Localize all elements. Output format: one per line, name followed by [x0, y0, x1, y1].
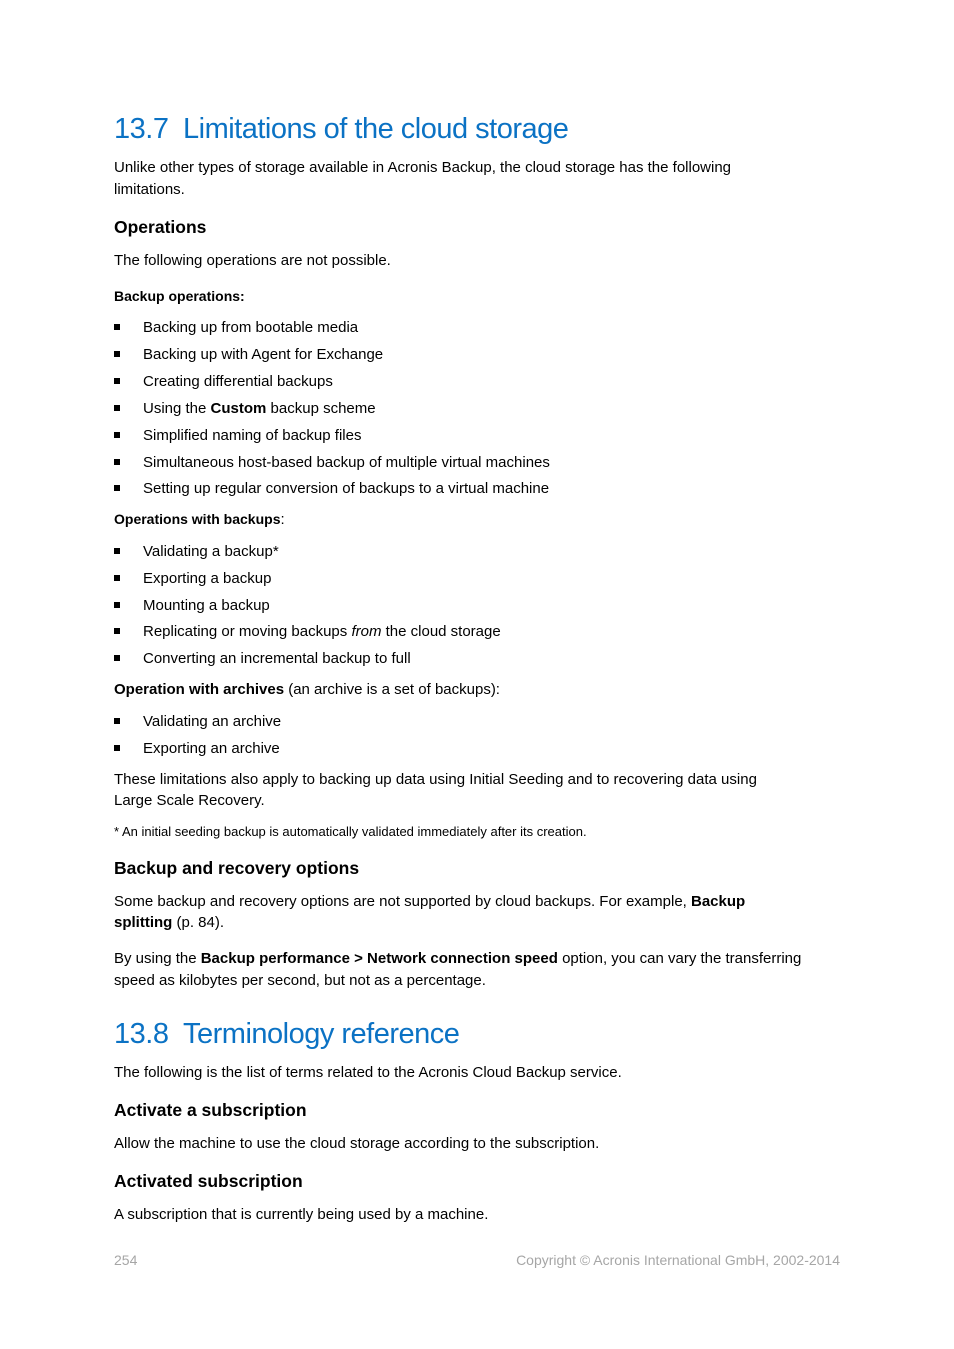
bullet-icon — [114, 575, 120, 581]
bullet-icon — [114, 459, 120, 465]
bullet-icon — [114, 351, 120, 357]
limits-line-2: Large Scale Recovery. — [114, 792, 265, 809]
term-definition: Allow the machine to use the cloud storage according to the subscription. — [114, 1135, 600, 1152]
term-heading: Activated subscription — [114, 1171, 303, 1191]
bullet-icon — [114, 655, 120, 661]
section-number: 13.8 — [114, 1018, 169, 1050]
bullet-icon — [114, 628, 120, 634]
operation-with-archives-label: Operation with archives (an archive is a set of backups): — [114, 681, 500, 698]
options-paragraph-1-line-2: splitting (p. 84). — [114, 914, 225, 931]
bullet-icon — [114, 548, 120, 554]
bullet-icon — [114, 432, 120, 438]
terminology-intro: The following is the list of terms related to the Acronis Cloud Backup service. — [114, 1064, 622, 1081]
footnote: * An initial seeding backup is automatically validated immediately after its creation. — [114, 824, 587, 839]
term-definition: A subscription that is currently being used by a machine. — [114, 1206, 489, 1223]
options-paragraph-1-line-1: Some backup and recovery options are not supported by cloud backups. For example, Backup — [114, 893, 746, 910]
intro-line-2: limitations. — [114, 181, 185, 198]
backup-operations-label: Backup operations: — [114, 288, 245, 304]
bullet-icon — [114, 745, 120, 751]
section-title: Terminology reference — [183, 1018, 460, 1050]
intro-line-1: Unlike other types of storage available in Acronis Backup, the cloud storage has the following — [114, 159, 732, 176]
bullet-icon — [114, 485, 120, 491]
operations-heading: Operations — [114, 217, 207, 237]
section-heading-13-7 — [114, 113, 568, 146]
operations-with-backups-label: Operations with backups: — [114, 511, 285, 528]
bullet-icon — [114, 718, 120, 724]
copyright: Copyright © Acronis International GmbH, 2002-2014 — [516, 1252, 840, 1268]
section-title: Limitations of the cloud storage — [183, 113, 569, 145]
bullet-icon — [114, 405, 120, 411]
limits-line-1: These limitations also apply to backing up data using Initial Seeding and to recovering data using — [114, 771, 757, 788]
operations-text: The following operations are not possible. — [114, 252, 391, 269]
bullet-icon — [114, 378, 120, 384]
bullet-icon — [114, 602, 120, 608]
page-number: 254 — [114, 1252, 138, 1268]
options-paragraph-2-line-2: speed as kilobytes per second, but not as a percentage. — [114, 972, 486, 989]
options-paragraph-2-line-1: By using the Backup performance > Network connection speed option, you can vary the transferring — [114, 950, 802, 967]
options-heading: Backup and recovery options — [114, 858, 360, 878]
section-number: 13.7 — [114, 113, 169, 145]
term-heading: Activate a subscription — [114, 1100, 307, 1120]
section-heading-13-8 — [114, 1018, 459, 1051]
bullet-icon — [114, 324, 120, 330]
